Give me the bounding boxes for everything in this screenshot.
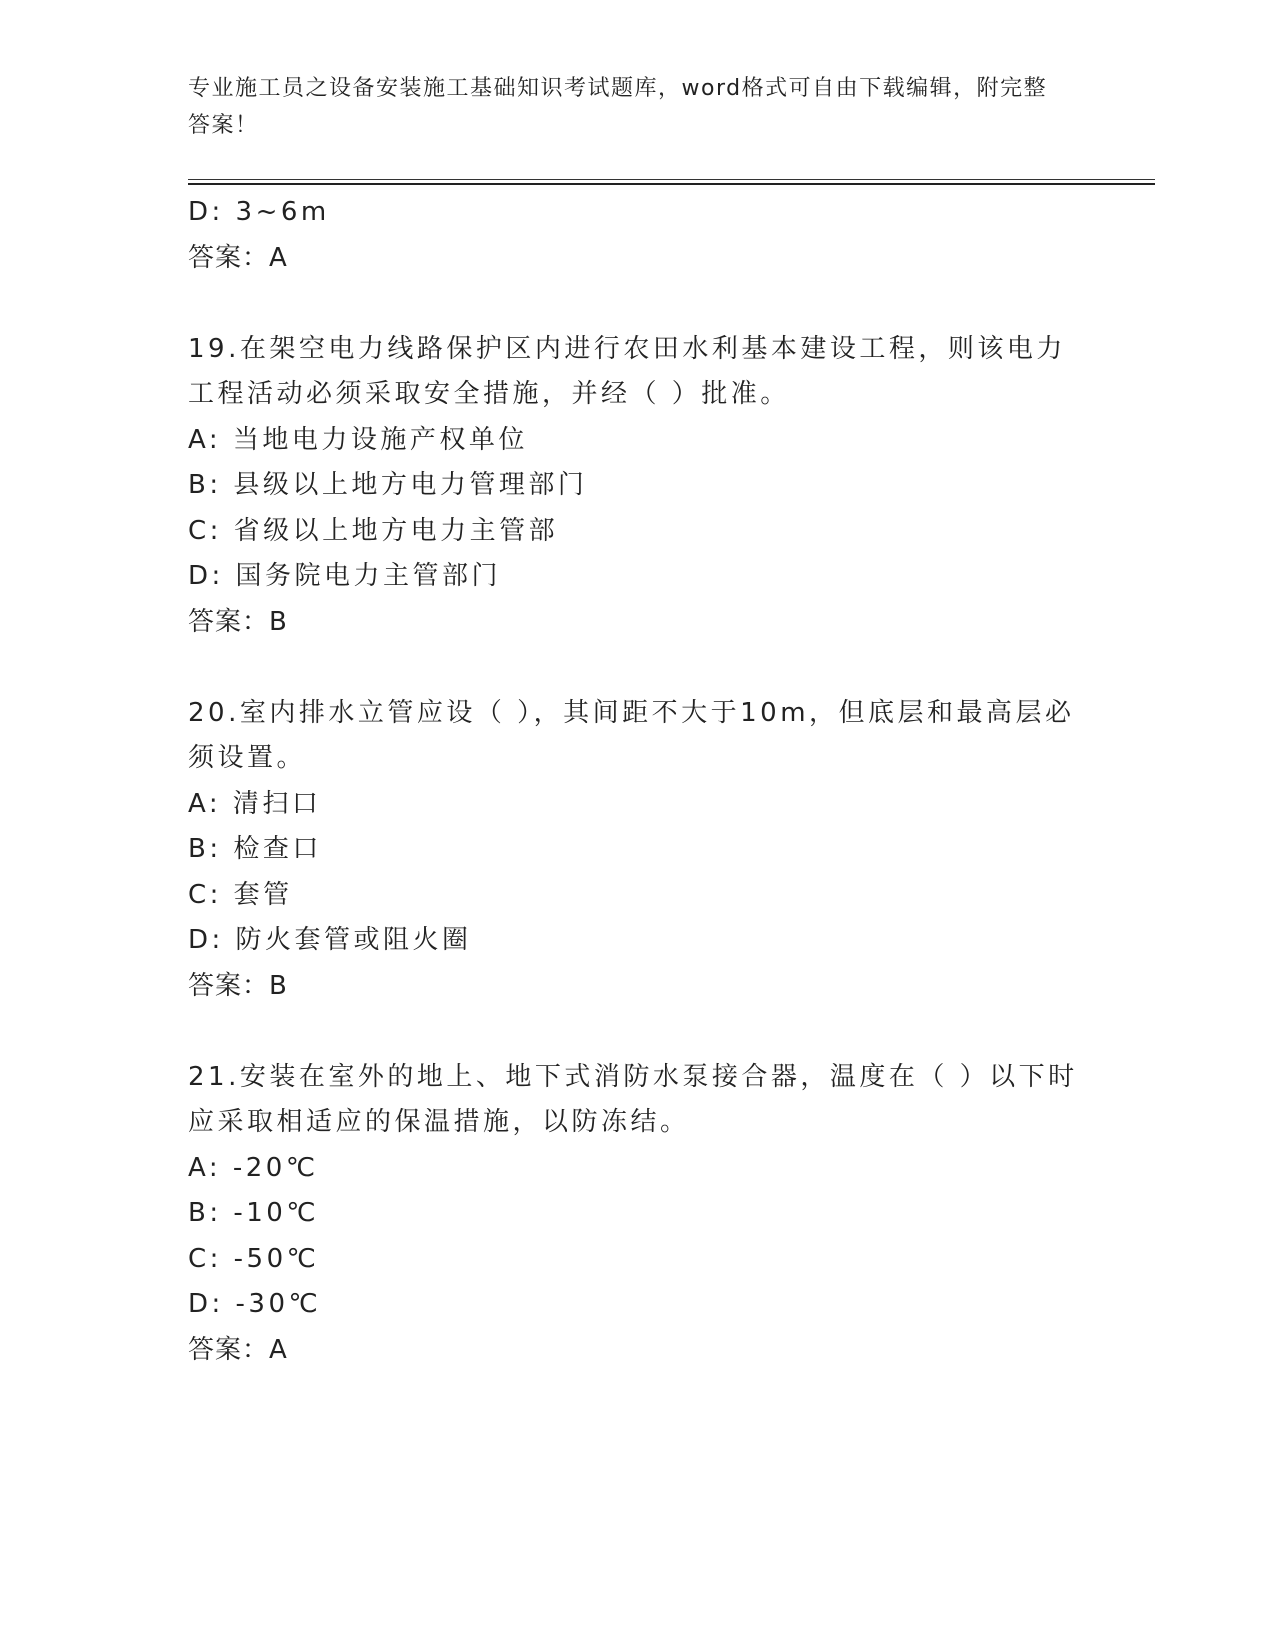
question-19 bbox=[188, 327, 1088, 646]
option-c: C: 省级以上地方电力主管部 bbox=[188, 515, 559, 546]
option-c: C: 套管 bbox=[188, 879, 293, 910]
option-b: B: 检查口 bbox=[188, 834, 322, 864]
option-d: D: 防火套管或阻火圈 bbox=[188, 925, 472, 955]
answer-line: 答案：A bbox=[188, 1334, 288, 1365]
option-d: D: -30℃ bbox=[188, 1289, 322, 1319]
question-stem: 21.安装在室外的地上、地下式消防水泵接合器，温度在（ ）以下时应采取相适应的保温措施，以防冻结。 bbox=[188, 1061, 1078, 1137]
option-b: B: -10℃ bbox=[188, 1198, 320, 1228]
question-stem: 19.在架空电力线路保护区内进行农田水利基本建设工程，则该电力工程活动必须采取安全措施，并经（ ）批准。 bbox=[188, 333, 1066, 409]
option-a: A: 当地电力设施产权单位 bbox=[188, 424, 528, 455]
header-rule-thick bbox=[188, 183, 1155, 185]
question-list bbox=[188, 190, 1088, 1373]
document-header: 专业施工员之设备安装施工基础知识考试题库，word格式可自由下载编辑，附完整答案！ bbox=[188, 76, 1048, 138]
previous-question-tail bbox=[188, 190, 1088, 281]
option-a: A: -20℃ bbox=[188, 1152, 319, 1183]
option-d: D: 3~6m bbox=[188, 197, 330, 227]
option-d: D: 国务院电力主管部门 bbox=[188, 561, 502, 591]
question-21 bbox=[188, 1055, 1088, 1374]
option-a: A: 清扫口 bbox=[188, 788, 322, 819]
answer-line: 答案：B bbox=[188, 970, 288, 1001]
spacer bbox=[188, 1009, 1088, 1055]
option-b: B: 县级以上地方电力管理部门 bbox=[188, 470, 588, 500]
question-stem: 20.室内排水立管应设（ ），其间距不大于10m，但底层和最高层必须设置。 bbox=[188, 697, 1075, 773]
spacer bbox=[188, 645, 1088, 691]
option-c: C: -50℃ bbox=[188, 1243, 320, 1274]
answer-line: 答案：A bbox=[188, 242, 288, 273]
answer-line: 答案：B bbox=[188, 606, 288, 637]
question-20 bbox=[188, 691, 1088, 1010]
spacer bbox=[188, 281, 1088, 327]
header-rule-thin bbox=[188, 179, 1155, 180]
